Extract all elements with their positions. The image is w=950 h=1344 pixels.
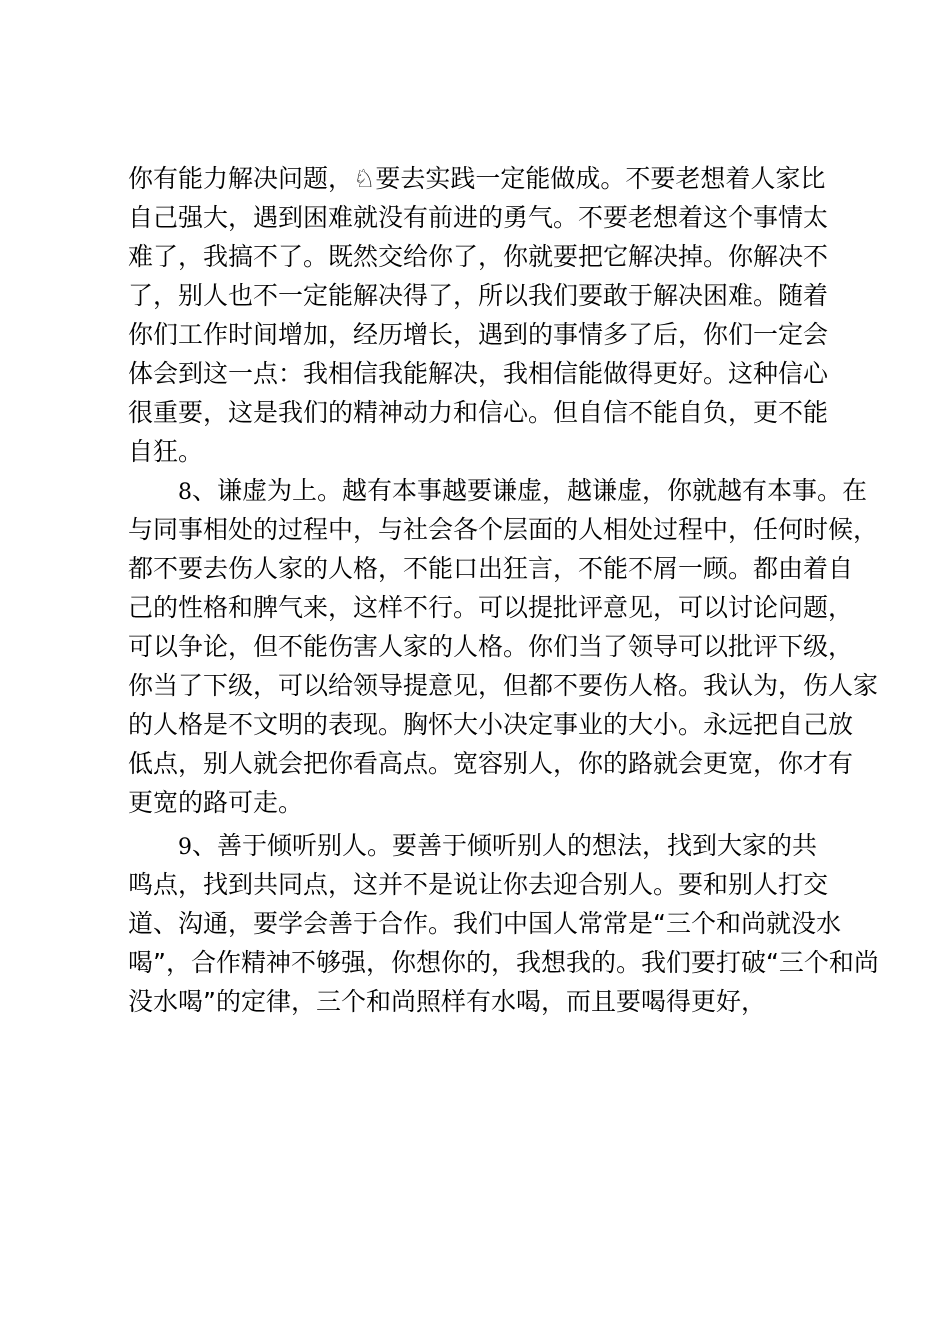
text-line: 你当了下级，可以给领导提意见，但都不要伤人格。我认为，伤人家 bbox=[128, 671, 879, 700]
text-line: 的人格是不文明的表现。胸怀大小决定事业的大小。永远把自己放 bbox=[128, 710, 854, 739]
text-line: 更宽的路可走。 bbox=[128, 788, 304, 817]
paragraph-1 bbox=[128, 159, 844, 471]
text-line: 自狂。 bbox=[128, 437, 204, 466]
text-line: 与同事相处的过程中，与社会各个层面的人相处过程中，任何时候， bbox=[128, 515, 879, 544]
paragraph-9 bbox=[128, 826, 879, 1021]
text-line: 可以争论，但不能伤害人家的人格。你们当了领导可以批评下级， bbox=[128, 632, 854, 661]
paragraph-heading-text: 、善于倾听别人。要善于倾听别人的想法，找到大家的共 bbox=[192, 831, 818, 860]
text-line: 难了，我搞不了。既然交给你了，你就要把它解决掉。你解决不 bbox=[128, 242, 829, 271]
paragraph-8 bbox=[128, 471, 879, 822]
text-line: 低点，别人就会把你看高点。宽容别人，你的路就会更宽，你才有 bbox=[128, 749, 854, 778]
paragraph-number: 9 bbox=[178, 835, 192, 860]
text-line: 都不要去伤人家的人格，不能口出狂言，不能不屑一顾。都由着自 bbox=[128, 554, 854, 583]
text-line: 体会到这一点：我相信我能解决，我相信能做得更好。这种信心 bbox=[128, 359, 829, 388]
paragraph-number: 8 bbox=[178, 480, 192, 505]
paragraph-first-line bbox=[128, 471, 868, 510]
text-line: 鸣点，找到共同点，这并不是说让你去迎合别人。要和别人打交 bbox=[128, 870, 829, 899]
text-line: 己的性格和脾气来，这样不行。可以提批评意见，可以讨论问题， bbox=[128, 593, 854, 622]
text-line: 没水喝”的定律，三个和尚照样有水喝，而且要喝得更好， bbox=[128, 987, 766, 1016]
document-body bbox=[128, 159, 879, 1021]
text-line: 你有能力解决问题，♘要去实践一定能做成。不要老想着人家比 bbox=[128, 164, 826, 193]
text-line: 很重要，这是我们的精神动力和信心。但自信不能自负，更不能 bbox=[128, 398, 829, 427]
text-line: 道、沟通，要学会善于合作。我们中国人常常是“三个和尚就没水 bbox=[128, 909, 841, 938]
paragraph-heading-text: 、谦虚为上。越有本事越要谦虚，越谦虚，你就越有本事。在 bbox=[192, 476, 868, 505]
text-line: 喝”，合作精神不够强，你想你的，我想我的。我们要打破“三个和尚 bbox=[128, 948, 879, 977]
text-line: 了，别人也不一定能解决得了，所以我们要敢于解决困难。随着 bbox=[128, 281, 829, 310]
text-line: 你们工作时间增加，经历增长，遇到的事情多了后，你们一定会 bbox=[128, 320, 829, 349]
paragraph-first-line bbox=[128, 826, 844, 865]
text-line: 自己强大，遇到困难就没有前进的勇气。不要老想着这个事情太 bbox=[128, 203, 829, 232]
